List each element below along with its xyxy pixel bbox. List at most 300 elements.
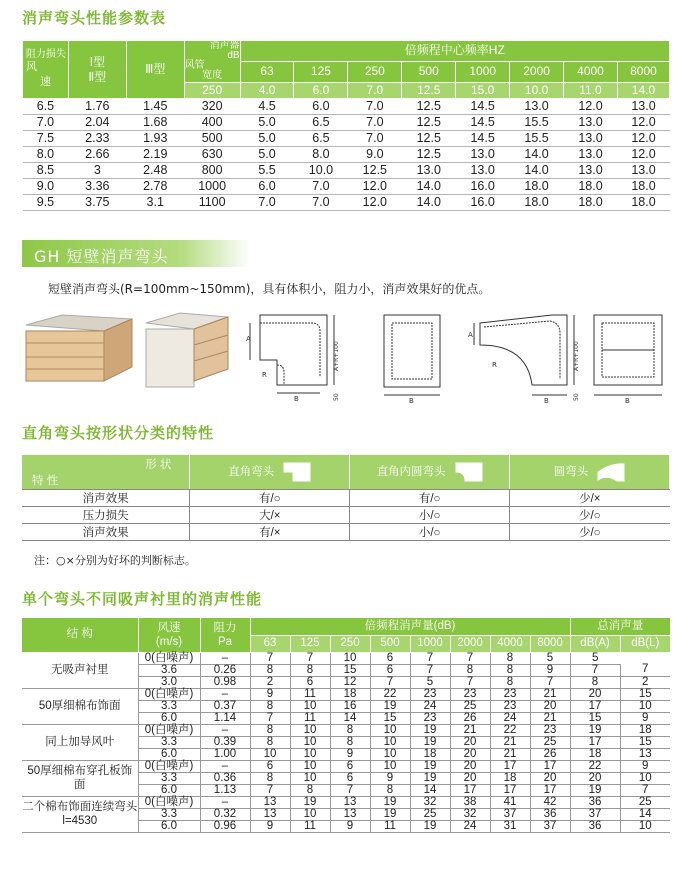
table-cell: 12.0 — [348, 179, 402, 195]
table-cell: 10 — [250, 748, 290, 760]
table-cell: 19 — [410, 724, 450, 736]
table-cell: 11 — [370, 820, 410, 832]
table-cell: 630 — [184, 147, 240, 163]
table-cell: 20 — [450, 772, 490, 784]
table-cell: 15 — [620, 736, 670, 748]
dim-50-1: 50 — [333, 393, 340, 401]
hdr-shape: 形 状 — [145, 458, 172, 471]
table-cell: 3.3 — [138, 700, 200, 712]
table-cell: 18.0 — [510, 179, 564, 195]
gh-description: 短壁消声弯头(R=100mm~150mm)，具有体积小，阻力小，消声效果好的优点。 — [48, 282, 491, 296]
table-cell: 0.36 — [200, 772, 250, 784]
table-cell: 6.0 — [138, 784, 200, 796]
table-cell: 10 — [370, 760, 410, 772]
table-cell: 36 — [570, 796, 620, 808]
table-cell: 19 — [410, 736, 450, 748]
table-row — [22, 652, 670, 664]
table-row — [22, 489, 670, 506]
table-cell: 12.5 — [402, 147, 456, 163]
table-cell: 8 — [290, 664, 330, 676]
table-cell: 0(白噪声) — [138, 652, 200, 664]
table-cell: 8 — [290, 784, 330, 796]
table-cell: 6 — [330, 772, 370, 784]
table-cell: 9.0 — [348, 147, 402, 163]
table-cell: 15 — [570, 712, 620, 724]
table-cell: 32 — [410, 796, 450, 808]
table-cell: 12.0 — [617, 115, 669, 131]
table-cell: 4.5 — [240, 99, 294, 115]
table-cell: 2.66 — [68, 147, 126, 163]
table-cell: 14.0 — [402, 195, 456, 211]
table-cell: 19 — [410, 760, 450, 772]
width-cell: 4.0 — [240, 82, 294, 98]
width-cell: 10.0 — [510, 82, 564, 98]
dim-a-3: A — [468, 331, 473, 339]
table-cell: 800 — [184, 163, 240, 179]
table-cell: 7.0 — [240, 195, 294, 211]
table-cell: 9 — [330, 748, 370, 760]
section-title-lining: 单个弯头不同吸声衬里的消声性能 — [22, 590, 263, 608]
freq-header-cell: 2000 — [450, 635, 490, 652]
table-cell: 6.0 — [240, 179, 294, 195]
table-row — [22, 523, 670, 540]
table-cell: 6 — [250, 760, 290, 772]
table-cell: 13 — [330, 808, 370, 820]
dim-b-3: B — [544, 397, 549, 405]
table-cell: 15.5 — [510, 131, 564, 147]
table-cell: 8 — [250, 724, 290, 736]
table-cell: 7 — [450, 652, 490, 664]
table-cell: – — [200, 652, 250, 664]
table-cell: 17 — [490, 760, 530, 772]
elbow-drawing-1 — [250, 315, 334, 393]
group-label: 50厚细棉布穿孔板饰面 — [22, 760, 138, 796]
table-cell: 1000 — [184, 179, 240, 195]
table-cell: 38 — [450, 796, 490, 808]
table-cell: 10 — [290, 772, 330, 784]
table-cell: 15.5 — [510, 115, 564, 131]
width-cell: 250 — [184, 82, 240, 98]
hdr-type3: Ⅲ型 — [145, 62, 166, 76]
table-cell: 2 — [250, 676, 290, 688]
table-cell: 10 — [620, 700, 670, 712]
table-cell: 2.48 — [126, 163, 184, 179]
table-cell: 2.33 — [68, 131, 126, 147]
table-cell: 32 — [450, 808, 490, 820]
table-cell: 36 — [530, 808, 570, 820]
table-cell: 8 — [490, 676, 530, 688]
freq-header-cell: 2000 — [510, 61, 564, 82]
table-cell: 有/○ — [190, 489, 350, 506]
inner-round-elbow-icon — [455, 462, 483, 482]
table-cell: 9 — [370, 772, 410, 784]
table-row — [22, 688, 670, 700]
table-cell: 12.5 — [402, 131, 456, 147]
table-cell: 6 — [330, 760, 370, 772]
table-cell: 10 — [370, 736, 410, 748]
table-cell: 17 — [490, 784, 530, 796]
table-cell: 少/× — [510, 489, 670, 506]
table-row — [22, 506, 670, 523]
table-cell: 14.5 — [456, 99, 510, 115]
dim-b-1: B — [294, 395, 299, 403]
dim-r-1: R — [262, 371, 267, 379]
table-cell: 6.0 — [138, 820, 200, 832]
table-cell: 13.0 — [564, 131, 618, 147]
table-cell: 8.5 — [23, 163, 69, 179]
hdr-speed: 速 — [39, 75, 51, 88]
table-cell: 5 — [530, 652, 570, 664]
table-cell: 23 — [490, 700, 530, 712]
table-cell: 8 — [490, 652, 530, 664]
table-cell: 1.68 — [126, 115, 184, 131]
table-cell: 3.6 — [138, 664, 200, 676]
table-cell: 10 — [290, 760, 330, 772]
table-cell: 19 — [370, 700, 410, 712]
freq-header-cell: 125 — [290, 635, 330, 652]
table-cell: 42 — [530, 796, 570, 808]
table-cell: 6 — [370, 664, 410, 676]
table-cell: 15 — [620, 688, 670, 700]
elbow-figures — [22, 305, 672, 410]
freq-header-cell: 250 — [348, 61, 402, 82]
table-cell: 6.5 — [294, 131, 348, 147]
dim-a-1: A — [246, 335, 251, 343]
table-cell: 22 — [490, 724, 530, 736]
table-cell: 13.0 — [510, 99, 564, 115]
hdr-db: dB — [227, 50, 240, 62]
table-cell: 37 — [570, 808, 620, 820]
table-cell: 19 — [290, 796, 330, 808]
table-cell: 5.0 — [240, 131, 294, 147]
table-cell: 13 — [250, 808, 290, 820]
table-cell: 320 — [184, 99, 240, 115]
table-cell: 19 — [410, 772, 450, 784]
table-cell: 7 — [530, 676, 570, 688]
table-cell: 16.0 — [456, 179, 510, 195]
lining-table-body — [22, 652, 670, 832]
freq-header-cell: 63 — [240, 61, 294, 82]
table-cell: 7.0 — [348, 131, 402, 147]
table-cell: 16.0 — [456, 195, 510, 211]
table-cell: 8 — [250, 664, 290, 676]
total-header-cell: dB(L) — [620, 635, 670, 652]
hdr-loss: 阻力损失 — [25, 48, 66, 60]
table-cell: 7 — [620, 664, 670, 676]
table-cell: 24 — [490, 712, 530, 724]
table-cell: 10.0 — [294, 163, 348, 179]
table-cell: 26 — [530, 748, 570, 760]
table-cell: 6.5 — [294, 115, 348, 131]
table-cell: 6 — [370, 652, 410, 664]
table-cell: 8 — [450, 664, 490, 676]
table-cell: 23 — [410, 712, 450, 724]
table-cell: 18 — [570, 748, 620, 760]
table-cell: 10 — [290, 736, 330, 748]
table-row — [22, 724, 670, 736]
table-cell: 37 — [530, 820, 570, 832]
freq-header-cell: 63 — [250, 635, 290, 652]
table-cell: 14.5 — [456, 115, 510, 131]
table-cell: 9 — [250, 820, 290, 832]
table-cell: 3.3 — [138, 772, 200, 784]
table-cell: 0(白噪声) — [138, 724, 200, 736]
hdr-freq: 倍频程中心频率HZ — [240, 41, 669, 62]
table-cell: 少/○ — [510, 523, 670, 540]
table-cell: 18 — [410, 748, 450, 760]
shape-table — [22, 455, 670, 541]
freq-header-cell: 500 — [370, 635, 410, 652]
table-cell: 5.5 — [240, 163, 294, 179]
gh-banner — [22, 240, 250, 267]
elbow-drawing-3 — [474, 315, 574, 395]
table-cell: – — [200, 724, 250, 736]
table-cell: 12.0 — [348, 195, 402, 211]
table-cell: 25 — [450, 700, 490, 712]
hdr-type1: Ⅰ型 — [89, 54, 106, 69]
hdr-type2: Ⅱ型 — [88, 69, 107, 84]
dim-r-3: R — [492, 361, 497, 369]
table-cell: 1100 — [184, 195, 240, 211]
table-cell: 7.0 — [348, 115, 402, 131]
table-cell: 8.0 — [23, 147, 69, 163]
table-cell: 7 — [250, 652, 290, 664]
table-cell: 17 — [450, 784, 490, 796]
table-row — [23, 163, 670, 179]
table-cell: 7 — [410, 652, 450, 664]
table-cell: 9 — [330, 820, 370, 832]
hdr-total: 总消声量 — [570, 618, 670, 635]
width-cell: 7.0 — [348, 82, 402, 98]
table-cell: 7.0 — [294, 179, 348, 195]
table-cell: 18.0 — [510, 195, 564, 211]
hdr-speed3: 风速 — [157, 621, 181, 634]
width-cell: 12.5 — [402, 82, 456, 98]
hdr-struct: 结 构 — [22, 618, 138, 652]
table-cell: 18.0 — [564, 179, 618, 195]
table-cell: 14.0 — [510, 147, 564, 163]
table-cell: 9 — [620, 760, 670, 772]
table-cell: 12.5 — [402, 99, 456, 115]
shape-note: 注：○×分别为好坏的判断标志。 — [34, 554, 196, 567]
table-cell: 2.19 — [126, 147, 184, 163]
table-cell: 25 — [620, 796, 670, 808]
freq-header-cell: 500 — [402, 61, 456, 82]
elbow-drawing-4 — [594, 315, 662, 395]
table-cell: 23 — [450, 688, 490, 700]
table-cell: 13.0 — [402, 163, 456, 179]
table-cell: 0(白噪声) — [138, 796, 200, 808]
table-cell: 7 — [410, 664, 450, 676]
table-cell: 20 — [450, 736, 490, 748]
table-cell: 21 — [490, 748, 530, 760]
table-cell: 14 — [410, 784, 450, 796]
table-cell: 24 — [450, 820, 490, 832]
table-cell: 13.0 — [617, 99, 669, 115]
table-cell: 20 — [530, 700, 570, 712]
table-cell: 5 — [410, 676, 450, 688]
table-cell: 5.0 — [240, 147, 294, 163]
table-cell: 13 — [620, 748, 670, 760]
table-cell: 25 — [410, 808, 450, 820]
table-cell: 8 — [250, 772, 290, 784]
hdr-resist: 阻力 — [213, 621, 237, 634]
table-cell: 大/× — [190, 506, 350, 523]
table-cell: 5 — [570, 652, 620, 664]
table-cell: 21 — [490, 736, 530, 748]
col-right-angle: 直角弯头 — [228, 465, 275, 478]
table-cell: 7 — [570, 664, 620, 676]
table-cell: 8 — [330, 724, 370, 736]
table-cell: 8 — [490, 664, 530, 676]
table-cell: 31 — [490, 820, 530, 832]
table-cell: – — [200, 760, 250, 772]
table-cell: 1.93 — [126, 131, 184, 147]
table-cell: 19 — [570, 724, 620, 736]
group-label: 同上加导风叶 — [22, 724, 138, 760]
table-cell: 14 — [330, 712, 370, 724]
table-cell: 23 — [410, 688, 450, 700]
table-cell: 11 — [290, 688, 330, 700]
table-cell: 2.78 — [126, 179, 184, 195]
table-cell: 9 — [530, 664, 570, 676]
table-cell: 0.39 — [200, 736, 250, 748]
table-cell: 0.98 — [200, 676, 250, 688]
dim-b-2: B — [409, 397, 414, 405]
freq-header-cell: 4000 — [490, 635, 530, 652]
table-cell: 7 — [250, 784, 290, 796]
table-cell: 13.0 — [564, 163, 618, 179]
dim-ar-1: A+R+100 — [333, 341, 340, 371]
table-cell: 20 — [530, 772, 570, 784]
table-cell: 17 — [530, 784, 570, 796]
table-cell: 9 — [250, 688, 290, 700]
width-cell: 6.0 — [294, 82, 348, 98]
table-cell: 7.0 — [23, 115, 69, 131]
table-cell: 25 — [530, 736, 570, 748]
table-cell: 6 — [290, 676, 330, 688]
table-cell: 12.0 — [617, 147, 669, 163]
table-cell: 7 — [290, 652, 330, 664]
table-cell: 13.0 — [564, 115, 618, 131]
table-row — [22, 796, 670, 808]
group-label: 无吸声衬里 — [22, 652, 138, 688]
table-cell: 9 — [620, 712, 670, 724]
freq-header-cell: 8000 — [530, 635, 570, 652]
table-cell: 2 — [620, 676, 670, 688]
table-cell: 10 — [290, 808, 330, 820]
width-cell: 14.0 — [617, 82, 669, 98]
table-cell: 1.76 — [68, 99, 126, 115]
table-row — [23, 179, 670, 195]
table-cell: 23 — [530, 724, 570, 736]
table-cell: 12.0 — [617, 131, 669, 147]
params-table — [22, 40, 670, 211]
table-cell: 7 — [250, 712, 290, 724]
table-cell: 1.14 — [200, 712, 250, 724]
table-cell: 41 — [490, 796, 530, 808]
table-cell: 有/○ — [350, 489, 510, 506]
table-cell: 0(白噪声) — [138, 760, 200, 772]
table-cell: 12.0 — [564, 99, 618, 115]
table-cell: 8 — [250, 700, 290, 712]
width-cell: 15.0 — [456, 82, 510, 98]
table-cell: 3.75 — [68, 195, 126, 211]
table-row — [23, 195, 670, 211]
dim-50-3: 50 — [573, 393, 580, 401]
table-cell: 7 — [330, 784, 370, 796]
table-cell: 8 — [330, 736, 370, 748]
table-cell: 3.0 — [138, 676, 200, 688]
total-header-cell: dB(A) — [570, 635, 620, 652]
table-cell: 22 — [570, 760, 620, 772]
table-cell: 14 — [620, 808, 670, 820]
round-elbow-icon — [597, 462, 625, 482]
table-cell: 10 — [370, 724, 410, 736]
hdr-freq3: 倍频程消声量(dB) — [250, 618, 570, 635]
table-cell: 500 — [184, 131, 240, 147]
table-cell: 26 — [450, 712, 490, 724]
row-label: 压力损失 — [22, 506, 190, 523]
group-label: 50厚细棉布饰面 — [22, 688, 138, 724]
table-cell: 36 — [570, 820, 620, 832]
table-cell: 7 — [370, 676, 410, 688]
table-row — [23, 115, 670, 131]
table-cell: 2.04 — [68, 115, 126, 131]
table-cell: 1.13 — [200, 784, 250, 796]
section-title-params: 消声弯头性能参数表 — [22, 9, 167, 27]
table-cell: 3.36 — [68, 179, 126, 195]
table-cell: 18.0 — [617, 195, 669, 211]
table-cell: 7.0 — [348, 99, 402, 115]
table-cell: 11 — [290, 712, 330, 724]
table-cell: 21 — [530, 712, 570, 724]
table-cell: 20 — [450, 748, 490, 760]
table-cell: 3.3 — [138, 736, 200, 748]
dim-b-4: B — [625, 397, 630, 405]
freq-header-cell: 8000 — [617, 61, 669, 82]
row-label: 消声效果 — [22, 523, 190, 540]
dim-ar-3: A+R+100 — [573, 341, 580, 371]
table-cell: 19 — [370, 796, 410, 808]
table-cell: 10 — [290, 748, 330, 760]
col-inner-round: 直角内圆弯头 — [376, 465, 446, 478]
freq-header-cell: 125 — [294, 61, 348, 82]
table-cell: 10 — [370, 748, 410, 760]
params-table-body — [23, 99, 670, 211]
table-cell: 0.37 — [200, 700, 250, 712]
table-cell: 13 — [330, 796, 370, 808]
table-cell: 7.0 — [294, 195, 348, 211]
table-cell: 20 — [570, 688, 620, 700]
hdr-wind: 风 — [26, 60, 37, 73]
table-cell: 19 — [370, 808, 410, 820]
table-cell: 6.5 — [23, 99, 69, 115]
shape-table-body — [22, 489, 670, 540]
table-cell: 17 — [570, 736, 620, 748]
table-cell: 22 — [370, 688, 410, 700]
table-row — [23, 147, 670, 163]
table-cell: 19 — [410, 820, 450, 832]
hdr-width: 宽度 — [202, 70, 223, 82]
table-cell: 6.0 — [138, 748, 200, 760]
table-cell: 20 — [450, 760, 490, 772]
width-cell: 11.0 — [564, 82, 618, 98]
table-cell: 14.0 — [510, 163, 564, 179]
table-cell: 0(白噪声) — [138, 688, 200, 700]
table-cell: 9.0 — [23, 179, 69, 195]
table-cell: 小/○ — [350, 506, 510, 523]
